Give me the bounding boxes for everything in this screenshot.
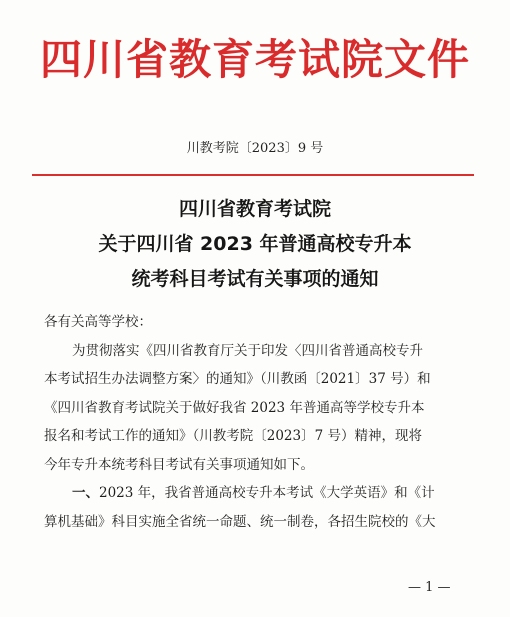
paragraph-1-line-4: 报名和考试工作的通知》（川教考院〔2023〕7 号）精神，现将 xyxy=(44,428,422,444)
paragraph-1-line-2: 本考试招生办法调整方案〉的通知》（川教函〔2021〕37 号）和 xyxy=(44,371,431,387)
paragraph-2-line-2: 算机基础》科目实施全省统一命题、统一制卷，各招生院校的《大 xyxy=(44,513,436,530)
paragraph-1-line-1: 为贯彻落实《四川省教育厅关于印发〈四川省普通高校专升 xyxy=(72,342,423,359)
notice-title-line-1: 四川省教育考试院 xyxy=(178,198,331,220)
paragraph-2-line-1 xyxy=(44,479,464,508)
notice-title-line-3: 统考科目考试有关事项的通知 xyxy=(131,268,379,290)
section-number: 一、 xyxy=(72,485,99,501)
page-number: — 1 — xyxy=(408,580,451,595)
red-divider-line xyxy=(32,174,474,176)
notice-title xyxy=(0,192,510,297)
issuer-header-title: 四川省教育考试院文件 xyxy=(39,35,470,84)
paragraph-1-line-3: 《四川省教育考试院关于做好我省 2023 年普通高等学校专升本 xyxy=(44,399,425,416)
document-number: 川教考院〔2023〕9 号 xyxy=(186,141,324,156)
paragraph-1-line-5: 今年专升本统考科目考试有关事项通知如下。 xyxy=(44,456,314,473)
paragraph-2-line-1-text: 2023 年，我省普通高校专升本考试《大学英语》和《计 xyxy=(99,485,435,501)
salutation: 各有关高等学校： xyxy=(44,314,152,330)
notice-body xyxy=(44,308,464,536)
notice-title-line-2: 关于四川省 2023 年普通高校专升本 xyxy=(98,233,412,255)
